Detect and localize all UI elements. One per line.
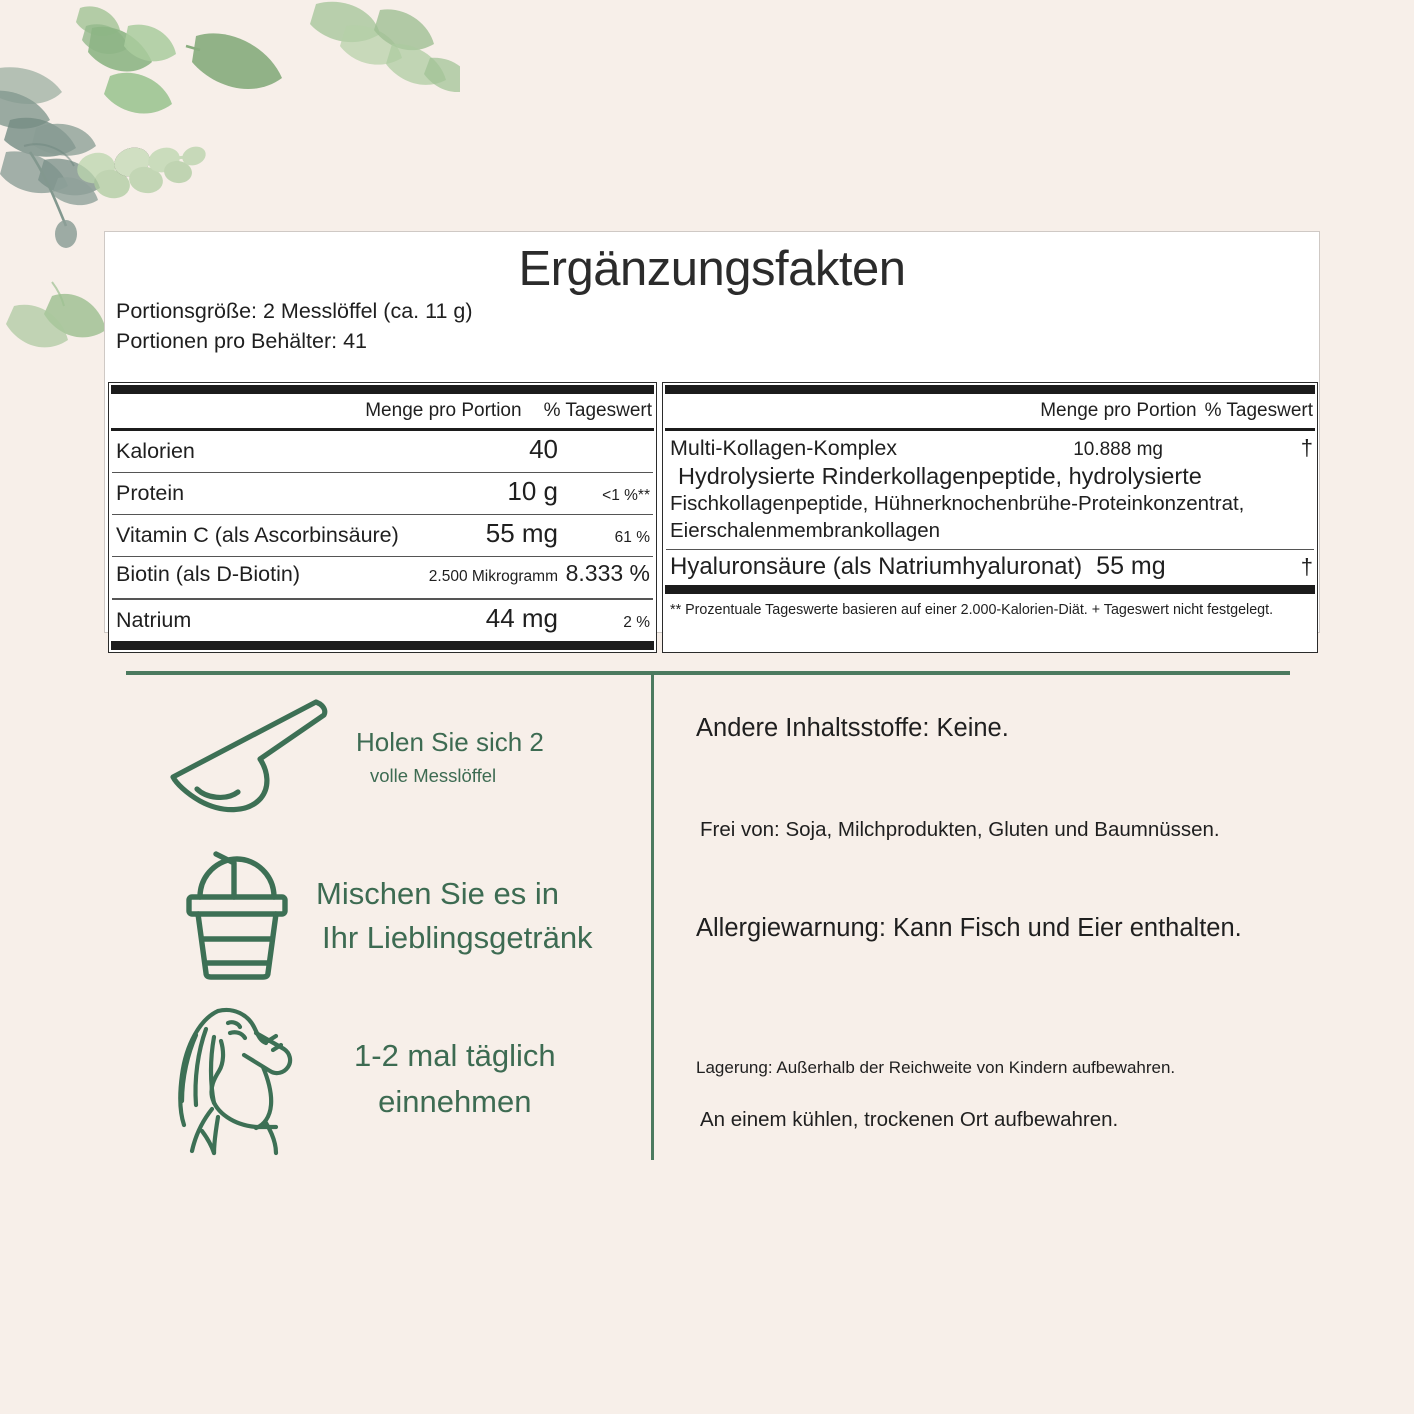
leaf-cluster-green xyxy=(76,2,460,114)
nutrient-name: Natrium xyxy=(116,607,192,632)
vertical-divider xyxy=(651,675,654,1160)
storage-children: Lagerung: Außerhalb der Reichweite von Kindern aufbewahren. xyxy=(696,1057,1176,1077)
header-daily-value: % Tageswert xyxy=(1204,400,1313,421)
daily-value-footnote: ** Prozentuale Tageswerte basieren auf einer 2.000-Kalorien-Diät. + Tageswert nicht festgelegt. xyxy=(670,602,1274,619)
table-row xyxy=(663,550,1317,585)
drink-cup-icon xyxy=(176,851,298,981)
nutrient-name: Biotin (als D-Biotin) xyxy=(116,562,300,587)
instruction-text xyxy=(356,723,544,790)
horizontal-divider xyxy=(126,671,1290,675)
sub-ingredient-line: Fischkollagenpeptide, Hühnerknochenbrühe-Proteinkonzentrat, xyxy=(670,491,1245,515)
instruction-line: Mischen Sie es in xyxy=(316,875,559,911)
table-header-right xyxy=(663,394,1317,428)
table-header-left xyxy=(109,394,656,428)
free-from: Frei von: Soja, Milchprodukten, Gluten und Baumnüssen. xyxy=(700,818,1220,842)
serving-size: Portionsgröße: 2 Messlöffel (ca. 11 g) xyxy=(116,298,473,323)
leaf-cluster-dark-sage xyxy=(0,67,100,248)
table-row xyxy=(109,600,656,641)
instruction-step xyxy=(176,851,593,981)
other-ingredients: Andere Inhaltsstoffe: Keine. xyxy=(696,714,1009,742)
ingredient-name: Hyaluronsäure (als Natriumhyaluronat) xyxy=(670,553,1083,581)
table-row xyxy=(109,557,656,598)
ingredient-daily-value: † xyxy=(1300,554,1313,580)
nutrient-amount: 55 mg xyxy=(485,518,558,549)
nutrient-amount: 44 mg xyxy=(485,602,558,633)
ingredient-daily-value: † xyxy=(1300,434,1313,460)
ingredient-amount: 10.888 mg xyxy=(1073,438,1163,460)
storage-cool-dry: An einem kühlen, trockenen Ort aufbewahren. xyxy=(700,1108,1119,1132)
supplement-facts-card xyxy=(104,231,1320,633)
panel-top-bar xyxy=(665,385,1315,394)
sub-ingredient-line: Hydrolysierte Rinderkollagenpeptide, hydrolysierte xyxy=(678,462,1202,489)
panel-top-bar xyxy=(111,385,654,394)
eucalyptus-sprig xyxy=(74,143,208,201)
table-row xyxy=(109,515,656,556)
header-daily-value: % Tageswert xyxy=(543,400,652,421)
nutrient-name: Protein xyxy=(116,480,185,505)
table-row xyxy=(109,431,656,472)
instruction-text xyxy=(316,872,593,960)
product-details xyxy=(696,712,1306,1134)
nutrition-panel-left xyxy=(108,382,657,653)
instruction-line: volle Messlöffel xyxy=(370,764,497,786)
table-row xyxy=(663,431,1317,463)
instruction-step xyxy=(172,1001,556,1156)
page-title: Ergänzungsfakten xyxy=(518,242,906,296)
nutrient-daily-value: 61 % xyxy=(614,529,650,547)
table-row xyxy=(109,473,656,514)
scoop-icon xyxy=(168,697,338,815)
instruction-step xyxy=(168,697,544,815)
instruction-line: einnehmen xyxy=(378,1083,532,1119)
person-drinking-icon xyxy=(172,1001,314,1156)
instruction-line: Ihr Lieblingsgetränk xyxy=(322,920,593,955)
ingredient-name: Multi-Kollagen-Komplex xyxy=(670,435,898,460)
servings-per-container: Portionen pro Behälter: 41 xyxy=(116,329,367,354)
leaf-cluster-bottom xyxy=(6,282,106,347)
panel-bottom-bar xyxy=(111,641,654,650)
instruction-line: Holen Sie sich 2 xyxy=(356,726,544,757)
panel-bottom-bar xyxy=(665,585,1315,594)
instruction-text xyxy=(354,1033,556,1125)
sub-ingredient-line: Eierschalenmembrankollagen xyxy=(670,518,941,542)
nutrient-daily-value: 2 % xyxy=(623,613,650,631)
nutrient-amount: 2.500 Mikrogramm xyxy=(428,568,558,586)
instruction-line: 1-2 mal täglich xyxy=(354,1037,556,1073)
nutrient-amount: 40 xyxy=(529,433,558,464)
nutrient-name: Kalorien xyxy=(116,438,195,463)
ingredient-amount: 55 mg xyxy=(1096,552,1166,581)
nutrient-daily-value: <1 %** xyxy=(602,486,650,504)
collagen-sub-ingredients xyxy=(663,463,1317,549)
header-amount-per-serving: Menge pro Portion xyxy=(365,400,522,421)
nutrient-amount: 10 g xyxy=(507,475,558,506)
allergy-warning: Allergiewarnung: Kann Fisch und Eier enthalten. xyxy=(696,913,1242,942)
header-amount-per-serving: Menge pro Portion xyxy=(1040,400,1197,421)
nutrition-panel-right xyxy=(662,382,1318,653)
nutrition-panels xyxy=(105,382,1319,653)
nutrient-daily-value: 8.333 % xyxy=(565,560,650,587)
nutrient-name: Vitamin C (als Ascorbinsäure) xyxy=(116,523,399,548)
